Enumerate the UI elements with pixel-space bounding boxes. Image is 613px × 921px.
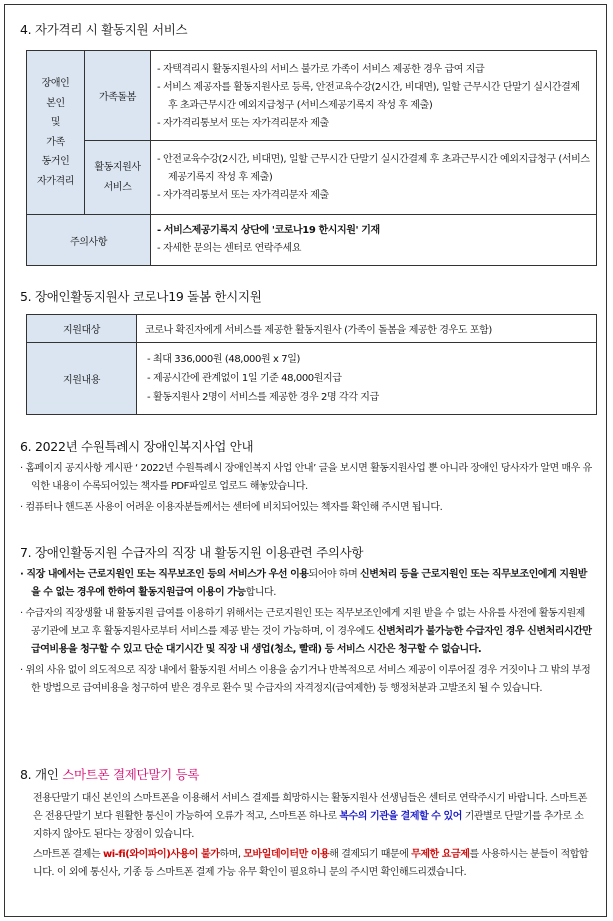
body-text: 되어야 하며 bbox=[308, 569, 361, 580]
emphasis-text: 신변처리 등을 근로지원인 또는 직무보조인에게 지원받을 수 없는 경우에 한하여 활동지원급여 이용이 가능 bbox=[31, 569, 588, 598]
body-text: 전용단말기 대신 본인의 스마트폰을 이용해서 서비스 결제를 희망하시는 활동지원사 선생님들은 센터로 연락주시기 바랍니다. 스마트폰은 전용단말기 보다 원활한 통신이 가능하여 오류가 적고, 스마트폰 하나로 bbox=[33, 793, 587, 822]
section-7-title: 7. 장애인활동지원 수급자의 직장 내 활동지원 이용관련 주의사항 bbox=[20, 545, 364, 560]
notice-label: 주의사항 bbox=[27, 215, 151, 266]
content-item: - 제공시간에 관계없이 1일 기준 48,000원지급 bbox=[147, 373, 342, 384]
left-label-line: 본인 bbox=[46, 97, 65, 109]
section-5-title: 5. 장애인활동지원사 코로나19 돌봄 한시지원 bbox=[20, 289, 262, 304]
family-care-item: - 자가격리통보서 또는 자가격리문자 제출 bbox=[157, 117, 329, 129]
target-text: 코로나 확진자에게 서비스를 제공한 활동지원사 (가족이 돌봄을 제공한 경우도 포함) bbox=[137, 315, 597, 343]
section-6-title: 6. 2022년 수원특례시 장애인복지사업 안내 bbox=[20, 439, 254, 454]
content-label: 지원내용 bbox=[27, 343, 137, 415]
assistant-service-cell bbox=[151, 141, 597, 215]
section-8-title bbox=[20, 765, 199, 783]
body-text: 스마트폰 결제는 bbox=[33, 849, 103, 860]
left-label-line: 장애인 bbox=[41, 78, 70, 89]
assistant-service-item: - 안전교육수강(2시간, 비대면), 일할 근무시간 단말기 실시간결제 후 초과근무시간 예외지급청구 (서비스제공기록지 작성 후 제출) bbox=[157, 153, 590, 183]
left-label-cell bbox=[27, 51, 85, 215]
blue-emphasis: 복수의 기관을 결제할 수 있어 bbox=[339, 811, 462, 822]
emphasis-text: · 직장 내에서는 근로지원인 또는 직무보조인 등의 서비스가 우선 이용 bbox=[20, 569, 309, 580]
notice-cell bbox=[151, 215, 597, 266]
body-text: 기관별로 단말기를 추가로 소지하지 않아도 된다는 장점이 있습니다. bbox=[33, 811, 584, 840]
title-highlight: 스마트폰 결제단말기 등록 bbox=[62, 767, 200, 782]
section-4-table bbox=[26, 50, 597, 266]
left-label-line: 동거인 bbox=[41, 156, 70, 167]
left-label-line: 가족 bbox=[46, 136, 65, 148]
assistant-label-line: 활동지원사 bbox=[94, 161, 141, 173]
left-label-line: 및 bbox=[50, 117, 61, 128]
family-care-item: - 서비스 제공자를 활동지원사로 등록, 안전교육수강(2시간, 비대면), 일할 근무시간 단말기 실시간결제 후 초과근무시간 예외지급청구 (서비스제공기록지 작성 후 제출) bbox=[157, 81, 580, 111]
target-label: 지원대상 bbox=[27, 315, 137, 343]
section-7-item-3: · 위의 사유 없이 의도적으로 직장 내에서 활동지원 서비스 이용을 숨기거나 반복적으로 서비스 제공이 이루어질 경우 거짓이나 그 밖의 부정한 방법으로 급여비용을 청구하여 받은 경우로 환수 및 수급자의 자격정지(급여제한) 등 행정처분과 고발조치 될 수 있습니다. bbox=[20, 665, 591, 694]
assistant-label-line: 서비스 bbox=[103, 181, 132, 193]
body-text: 하며, bbox=[219, 849, 244, 860]
section-8-para-1 bbox=[33, 790, 591, 844]
emphasis-text: 신변처리가 불가능한 수급자인 경우 신변처리시간만 급여비용을 청구할 수 있고 단순 대기시간 및 직장 내 생업(청소, 빨래) 등 서비스 시간은 청구할 수 없습니다. bbox=[31, 626, 592, 655]
family-care-cell bbox=[151, 51, 597, 141]
red-emphasis: 모바일데이터만 이용 bbox=[243, 849, 330, 860]
section-8-para-2 bbox=[33, 846, 591, 882]
body-text: · 수급자의 직장생활 내 활동지원 급여를 이용하기 위해서는 근로지원인 또는 직무보조인에게 지원 받을 수 없는 사유를 사전에 활동지원제공기관에 보고 후 활동지원사로부터 서비스를 제공 받는 것이 가능하며, 이 경우에도 bbox=[20, 608, 585, 637]
body-text: 합니다. bbox=[245, 587, 276, 598]
section-6-body bbox=[20, 460, 592, 520]
family-care-item: - 자택격리시 활동지원사의 서비스 불가로 가족이 서비스 제공한 경우 급여 지급 bbox=[157, 63, 485, 75]
section-4-title: 4. 자가격리 시 활동지원 서비스 bbox=[20, 22, 188, 37]
left-label-line: 자가격리 bbox=[36, 175, 75, 187]
notice-item: - 자세한 문의는 센터로 연락주세요 bbox=[157, 243, 301, 254]
red-emphasis: wi-fi(와이파이)사용이 불가 bbox=[102, 849, 220, 860]
section-6-item: · 컴퓨터나 핸드폰 사용이 어려운 이용자분들께서는 센터에 비치되어있는 책자를 확인해 주시면 됩니다. bbox=[20, 502, 443, 513]
section-7-body bbox=[20, 566, 592, 701]
content-item: - 활동지원사 2명이 서비스를 제공한 경우 2명 각각 지급 bbox=[147, 392, 379, 403]
red-emphasis: 무제한 요금제 bbox=[411, 849, 470, 860]
section-8-body bbox=[33, 790, 591, 882]
section-6-item: · 홈페이지 공지사항 게시판 ‘ 2022년 수원특례시 장애인복지 사업 안내’ 글을 보시면 활동지원사업 뿐 아니라 장애인 당사자가 알면 매우 유익한 내용이 수록되어있는 책자를 PDF파일로 업로드 해놓았습니다. bbox=[20, 463, 592, 492]
section-7-item-2 bbox=[20, 605, 592, 659]
notice-item: - 서비스제공기록지 상단에 '코로나19 한시지원' 기재 bbox=[157, 225, 380, 236]
family-care-label: 가족돌봄 bbox=[85, 51, 151, 141]
assistant-service-label bbox=[85, 141, 151, 215]
body-text: 해 결제되기 때문에 bbox=[329, 849, 412, 860]
content-item: - 최대 336,000원 (48,000원 x 7일) bbox=[147, 354, 301, 365]
section-7-item-1 bbox=[20, 566, 592, 602]
section-5-table bbox=[26, 314, 597, 415]
assistant-service-item: - 자가격리통보서 또는 자가격리문자 제출 bbox=[157, 189, 329, 201]
content-cell bbox=[137, 343, 597, 415]
body-text: 를 사용하시는 분들이 적합합니다. 이 외에 통신사, 기종 등 스마트폰 결제 가능 유무 확인이 필요하니 문의 주시면 확인해드리겠습니다. bbox=[33, 849, 589, 878]
title-number: 8. 개인 bbox=[20, 767, 63, 782]
